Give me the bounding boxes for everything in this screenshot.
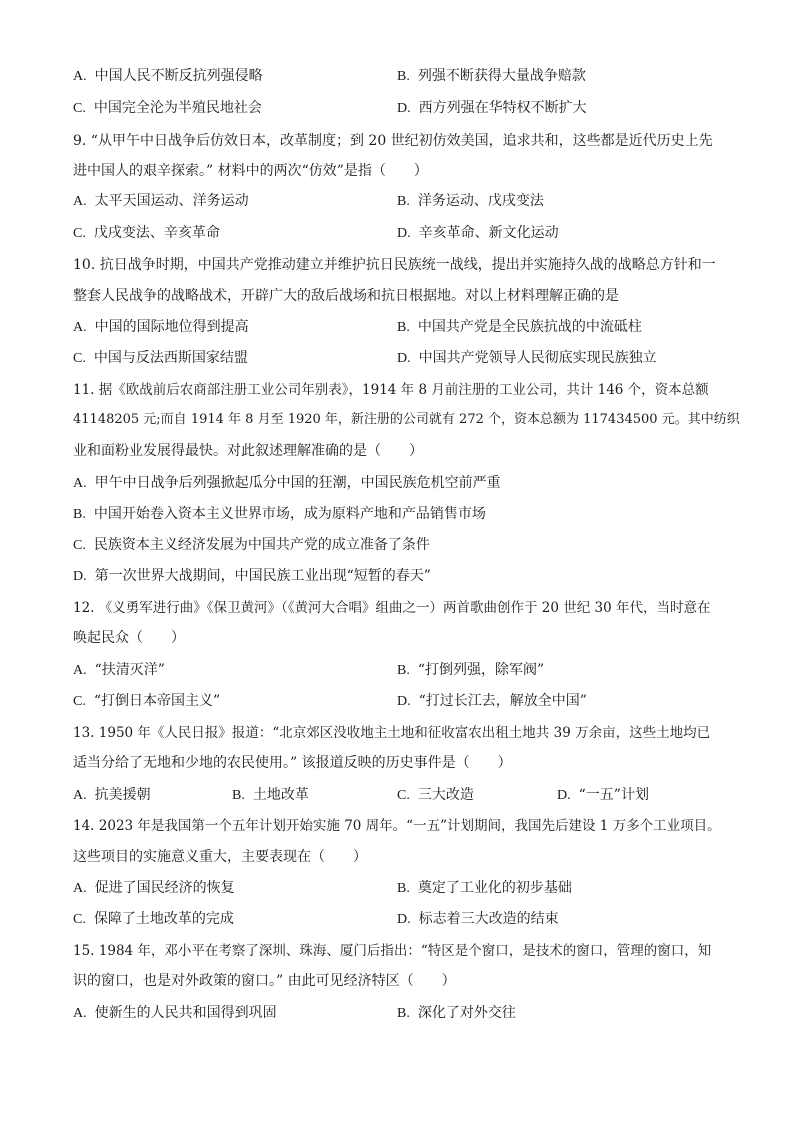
option-letter: D. (397, 351, 411, 366)
option-letter: A. (73, 320, 87, 335)
option-text: 列强不断获得大量战争赔款 (417, 68, 586, 84)
option-text: 中国的国际地位得到提高 (94, 319, 249, 335)
option-letter: D. (557, 788, 571, 803)
q8-option-b (397, 66, 586, 87)
option-text: 第一次世界大战期间，中国民族工业出现“短暂的春天” (94, 568, 431, 584)
q14-stem-line-1: 14. 2023 年是我国第一个五年计划开始实施 70 周年。“一五”计划期间，我国先后建设 1 万多个工业项目。 (73, 818, 721, 834)
q8-option-a (73, 66, 263, 87)
option-text: 抗美援朝 (94, 787, 151, 803)
option-text: 甲午中日战争后列强掀起瓜分中国的狂潮，中国民族危机空前严重 (94, 475, 501, 491)
q12-stem-line-1: 12. 《义勇军进行曲》《保卫黄河》（《黄河大合唱》组曲之一）两首歌曲创作于 20 世纪 30 年代，当时意在 (73, 600, 711, 616)
option-text: “打倒日本帝国主义” (93, 693, 221, 709)
option-letter: C. (397, 788, 410, 803)
q11-stem-line-2: 41148205 元;而自 1914 年 8 月至 1920 年，新注册的公司就有 272 个，资本总额为 117434500 元。其中纺织 (73, 412, 740, 427)
option-letter: C. (73, 351, 86, 366)
q11-stem-line-1: 11. 据《欧战前后农商部注册工业公司年别表》，1914 年 8 月前注册的工业公司，共计 146 个，资本总额 (73, 382, 709, 398)
option-letter: B. (397, 1006, 410, 1021)
option-letter: B. (397, 69, 410, 84)
option-letter: B. (397, 194, 410, 209)
option-text: 三大改造 (417, 787, 474, 803)
q15-option-b (397, 1003, 516, 1024)
q13-option-a (73, 785, 151, 806)
q13-stem-line-2: 适当分给了无地和少地的农民使用。” 该报道反映的历史事件是（ ） (73, 755, 512, 771)
q12-stem-line-2: 唤起民众（ ） (73, 630, 185, 646)
option-text: 洋务运动、戊戌变法 (417, 193, 544, 209)
option-letter: B. (397, 881, 410, 896)
q11-option-b (73, 504, 486, 525)
option-text: 奠定了工业化的初步基础 (417, 880, 572, 896)
option-letter: C. (73, 538, 86, 553)
option-text: 促进了国民经济的恢复 (94, 880, 235, 896)
option-letter: A. (73, 881, 87, 896)
q9-option-a (73, 191, 249, 212)
option-text: 太平天国运动、洋务运动 (94, 193, 249, 209)
q13-option-d (557, 785, 649, 806)
option-text: 西方列强在华特权不断扩大 (418, 100, 587, 116)
option-letter: D. (397, 101, 411, 116)
q9-stem-line-2: 进中国人的艰辛探索。” 材料中的两次“仿效”是指（ ） (73, 163, 428, 179)
option-text: 标志着三大改造的结束 (418, 911, 559, 927)
option-text: 中国完全沦为半殖民地社会 (93, 100, 262, 116)
option-text: 中国人民不断反抗列强侵略 (94, 68, 263, 84)
option-letter: B. (232, 788, 245, 803)
option-letter: B. (73, 507, 86, 522)
q13-option-b (232, 785, 309, 806)
q10-stem-line-2: 整套人民战争的战略战术，开辟广大的敌后战场和抗日根据地。对以上材料理解正确的是 (73, 288, 619, 304)
q9-option-b (397, 191, 544, 212)
q14-option-c (73, 909, 234, 930)
q9-option-c (73, 223, 220, 244)
option-letter: A. (73, 476, 87, 491)
q8-option-c (73, 98, 262, 119)
q10-stem-line-1: 10. 抗日战争时期，中国共产党推动建立并维护抗日民族统一战线，提出并实施持久战的战略总方针和一 (73, 257, 716, 273)
option-text: 中国共产党是全民族抗战的中流砥柱 (417, 319, 642, 335)
q11-option-d (73, 566, 431, 587)
option-letter: A. (73, 194, 87, 209)
option-letter: A. (73, 663, 87, 678)
option-letter: D. (73, 569, 87, 584)
option-letter: A. (73, 69, 87, 84)
option-text: 戊戌变法、辛亥革命 (93, 225, 220, 241)
q13-option-c (397, 785, 474, 806)
option-letter: C. (73, 912, 86, 927)
option-letter: A. (73, 788, 87, 803)
q10-option-b (397, 317, 642, 338)
option-text: “打倒列强，除军阀” (417, 662, 545, 678)
option-text: 土地改革 (252, 787, 309, 803)
option-letter: D. (397, 694, 411, 709)
q12-option-c (73, 691, 220, 712)
option-letter: C. (73, 101, 86, 116)
q12-option-b (397, 660, 544, 681)
q15-option-a (73, 1003, 277, 1024)
q10-option-d (397, 348, 657, 369)
option-text: 中国与反法西斯国家结盟 (93, 350, 248, 366)
q15-stem-line-1: 15. 1984 年，邓小平在考察了深圳、珠海、厦门后指出：“特区是个窗口，是技术的窗口，管理的窗口，知 (73, 943, 712, 959)
option-text: 中国共产党领导人民彻底实现民族独立 (418, 350, 657, 366)
q8-option-d (397, 98, 587, 119)
q14-option-b (397, 878, 572, 899)
q9-stem-line-1: 9. “从甲午中日战争后仿效日本，改革制度；到 20 世纪初仿效美国，追求共和，这些都是近代历史上先 (73, 133, 713, 149)
q11-option-a (73, 473, 501, 494)
option-letter: C. (73, 694, 86, 709)
q11-option-c (73, 535, 430, 556)
q13-stem-line-1: 13. 1950 年《人民日报》报道：“北京郊区没收地主土地和征收富农出租土地共 39 万余亩，这些土地均已 (73, 725, 711, 741)
option-text: 使新生的人民共和国得到巩固 (94, 1005, 277, 1021)
option-text: 深化了对外交往 (417, 1005, 516, 1021)
option-text: “打过长江去，解放全中国” (418, 693, 587, 709)
q14-option-d (397, 909, 559, 930)
option-text: “扶清灭洋” (94, 662, 165, 678)
q10-option-c (73, 348, 248, 369)
option-letter: B. (397, 320, 410, 335)
option-text: “一五”计划 (578, 787, 649, 803)
q10-option-a (73, 317, 249, 338)
q14-option-a (73, 878, 235, 899)
q12-option-a (73, 660, 165, 681)
option-text: 辛亥革命、新文化运动 (418, 225, 559, 241)
q15-stem-line-2: 识的窗口，也是对外政策的窗口。” 由此可见经济特区（ ） (73, 973, 456, 989)
q14-stem-line-2: 这些项目的实施意义重大，主要表现在（ ） (73, 849, 367, 865)
q9-option-d (397, 223, 559, 244)
option-letter: A. (73, 1006, 87, 1021)
option-letter: D. (397, 912, 411, 927)
option-letter: B. (397, 663, 410, 678)
q12-option-d (397, 691, 587, 712)
option-text: 中国开始卷入资本主义世界市场，成为原料产地和产品销售市场 (93, 506, 486, 522)
option-letter: D. (397, 226, 411, 241)
option-text: 保障了土地改革的完成 (93, 911, 234, 927)
q11-stem-line-3: 业和面粉业发展得最快。对此叙述理解准确的是（ ） (73, 443, 423, 459)
option-letter: C. (73, 226, 86, 241)
option-text: 民族资本主义经济发展为中国共产党的成立准备了条件 (93, 537, 430, 553)
